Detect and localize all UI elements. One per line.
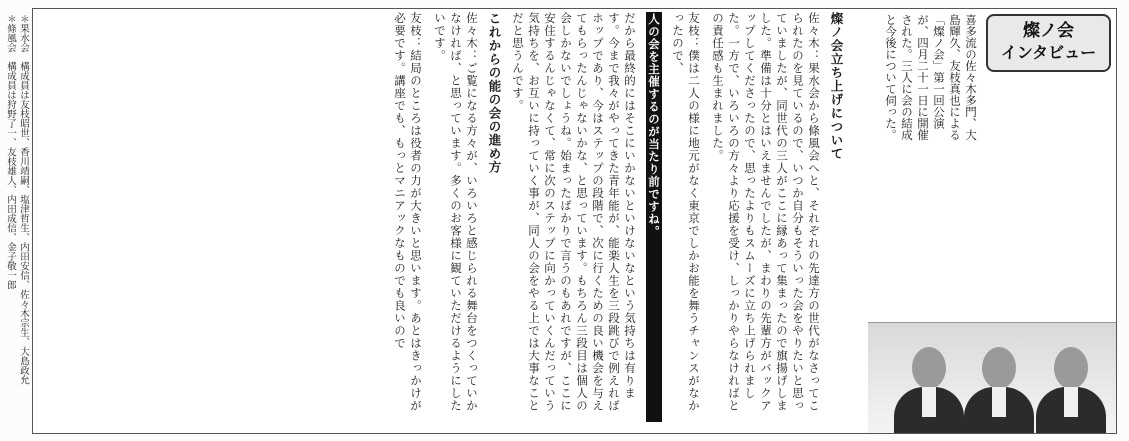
badge-subtitle: インタビュー bbox=[1000, 43, 1097, 62]
body-paragraph: だから最終的にはそこにいかないといけないなという気持ちは有ります。今まで我々がやってきた青年能が、能楽人生を三段跳びで例えればホップであり、今はステップの段階で、次に行くための良い機会を与えてもらったんじゃないかな、と思っています。もちろん三段目は個人の会しかないでしょうね。始まったばかりで言うのもあれですが、ここに安住するんじゃなくて、常に次のステップに向かっていくんだっていう気持ちを、お互いに持っていく事が、同人の会をやる上では大事なことだと思うんです。 bbox=[511, 12, 637, 412]
section-heading: 燦ノ会立ち上げについて bbox=[829, 12, 844, 161]
section-heading: これからの能の会の進め方 bbox=[487, 12, 502, 174]
pull-quote: 人の会を主催するのが当たり前ですね。 bbox=[646, 12, 662, 422]
footnote: ＊果水会 構成員は友枝昭世、香川靖嗣、塩津哲生、内田安信、佐々木宗生、大島政允 bbox=[18, 14, 29, 385]
body-paragraph: 友枝：結局のところは役者の力が大きいと思います。あとはきっかけが必要です。講座でも、もっとマニアックなものでも良いので bbox=[393, 12, 423, 412]
lead-paragraph: 喜多流の佐々木多門、大島輝久、友枝真也による「燦ノ会」第一回公演が、四月二十一日に開催された。三人に会の結成と今後について伺った。 bbox=[884, 14, 978, 141]
body-paragraph: 佐々木：果水会から條風会へと、それぞれの先達方の世代がなさってこられたのを見ているので、いつか自分もそういった会をやりたいと思っていましたが、同世代の三人がここに縁あって集まったので旗揚げしました。準備は十分とはいえませんでしたが、まわりの先輩方がバックアップしてくださったので、思ったよりもスムーズに立ち上げられました。一方で、いろいろの方々より応援を受け、しっかりやらなければとの責任感も生まれました。 bbox=[711, 12, 821, 412]
photo-three-performers bbox=[868, 322, 1116, 433]
footnotes bbox=[4, 14, 30, 385]
footnote: ＊條風会 構成員は狩野了一、友枝雄人、内田成信、金子敬一郎 bbox=[5, 14, 16, 290]
interview-badge bbox=[986, 14, 1111, 72]
photo-person bbox=[964, 347, 1034, 433]
badge-title: 燦ノ会 bbox=[1023, 21, 1074, 41]
photo-person bbox=[1036, 347, 1106, 433]
body-paragraph: 佐々木：ご覧になる方々が、いろいろと感じられる舞台をつくっていかなければ、と思っています。多くのお客様に観ていただけるようにしたいです。 bbox=[433, 12, 479, 412]
body-paragraph: 友枝：僕は二人の様に地元がなく東京でしかお能を舞うチャンスがなかったので、 bbox=[671, 12, 701, 412]
photo-person bbox=[894, 347, 964, 433]
article-column-right bbox=[148, 12, 848, 422]
